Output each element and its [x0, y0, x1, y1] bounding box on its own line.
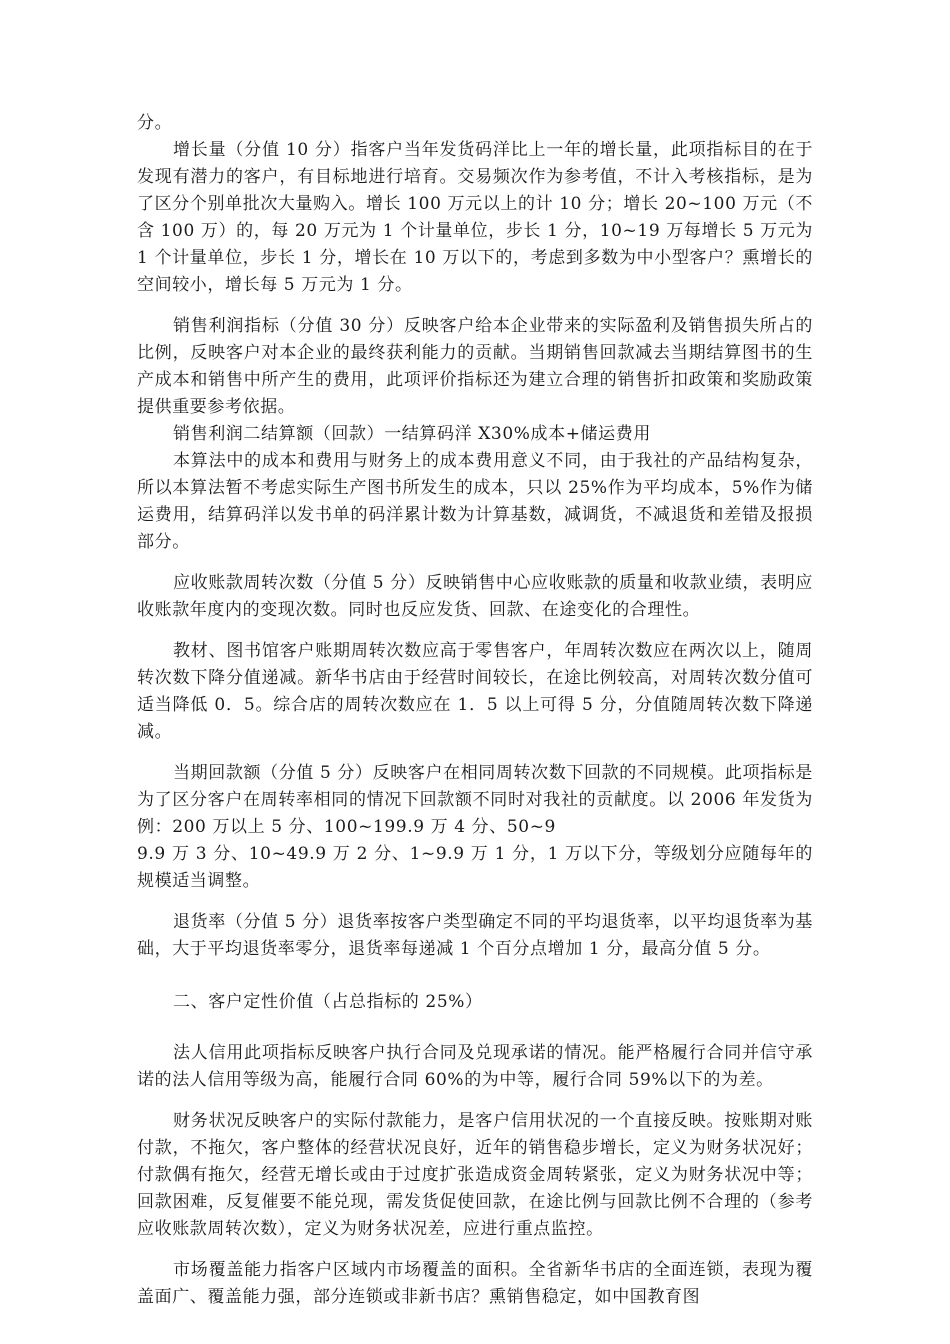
paragraph-market-coverage: 市场覆盖能力指客户区域内市场覆盖的面积。全省新华书店的全面连锁，表现为覆盖面广、覆盖能力强，部分连锁或非新书店？熏销售稳定，如中国教育图 — [137, 1260, 813, 1307]
paragraph-algorithm: 本算法中的成本和费用与财务上的成本费用意义不同，由于我社的产品结构复杂，所以本算法暂不考虑实际生产图书所发生的成本，只以 25%作为平均成本，5%作为储运费用，结算码洋以发书单的码洋累计数为计算基数，减调货，不减退货和差错及报损部分。 — [137, 451, 813, 552]
paragraph-financial-status: 财务状况反映客户的实际付款能力，是客户信用状况的一个直接反映。按账期对账付款，不拖欠，客户整体的经营状况良好，近年的销售稳步增长，定义为财务状况好；付款偶有拖欠，经营无增长或由于过度扩张造成资金周转紧张，定义为财务状况中等；回款困难，反复催要不能兑现，需发货促使回款，在途比例与回款比例不合理的（参考应收账款周转次数），定义为财务状况差，应进行重点监控。 — [137, 1111, 813, 1239]
paragraph-continuation: 分。 — [137, 113, 173, 133]
section-heading-qualitative: 二、客户定性价值（占总指标的 25%） — [173, 992, 483, 1012]
paragraph-legal-credit: 法人信用此项指标反映客户执行合同及兑现承诺的情况。能严格履行合同并信守承诺的法人信用等级为高，能履行合同 60%的为中等，履行合同 59%以下的为差。 — [137, 1043, 813, 1090]
paragraph-period-payment: 当期回款额（分值 5 分）反映客户在相同周转次数下回款的不同规模。此项指标是为了区分客户在周转率相同的情况下回款额不同时对我社的贡献度。以 2006 年发货为例：200 万以上 5 分、100~199.9 万 4 分、50~9 — [137, 763, 813, 837]
paragraph-growth: 增长量（分值 10 分）指客户当年发货码洋比上一年的增长量，此项指标目的在于发现有潜力的客户，有目标地进行培育。交易频次作为参考值，不计入考核指标，是为了区分个别单批次大量购入。增长 100 万元以上的计 10 分；增长 20~100 万元（不含 100 万）的，每 20 万元为 1 个计量单位，步长 1 分，10~19 万每增长 5 万元为 1 个计量单位，步长 1 分，增长在 10 万以下的，考虑到多数为中小型客户？熏增长的空间较小，增长每 5 万元为 1 分。 — [137, 140, 813, 295]
paragraph-sales-profit: 销售利润指标（分值 30 分）反映客户给本企业带来的实际盈利及销售损失所占的比例，反映客户对本企业的最终获利能力的贡献。当期销售回款减去当期结算图书的生产成本和销售中所产生的费用，此项评价指标还为建立合理的销售折扣政策和奖励政策提供重要参考依据。 — [137, 316, 813, 417]
document-body — [137, 110, 813, 1311]
paragraph-return-rate: 退货率（分值 5 分）退货率按客户类型确定不同的平均退货率，以平均退货率为基础，大于平均退货率零分，退货率每递减 1 个百分点增加 1 分，最高分值 5 分。 — [137, 912, 813, 959]
paragraph-turnover-detail: 教材、图书馆客户账期周转次数应高于零售客户，年周转次数应在两次以上，随周转次数下降分值递减。新华书店由于经营时间较长，在途比例较高，对周转次数分值可适当降低 0．5。综合店的周转次数应在 1．5 以上可得 5 分，分值随周转次数下降递减。 — [137, 641, 813, 742]
paragraph-payment-levels: 9.9 万 3 分、10~49.9 万 2 分、1~9.9 万 1 分，1 万以下分，等级划分应随每年的规模适当调整。 — [137, 844, 813, 891]
paragraph-formula: 销售利润二结算额（回款）一结算码洋 X30%成本+储运费用 — [173, 424, 651, 444]
paragraph-receivables-turnover: 应收账款周转次数（分值 5 分）反映销售中心应收账款的质量和收款业绩，表明应收账款年度内的变现次数。同时也反应发货、回款、在途变化的合理性。 — [137, 573, 813, 620]
